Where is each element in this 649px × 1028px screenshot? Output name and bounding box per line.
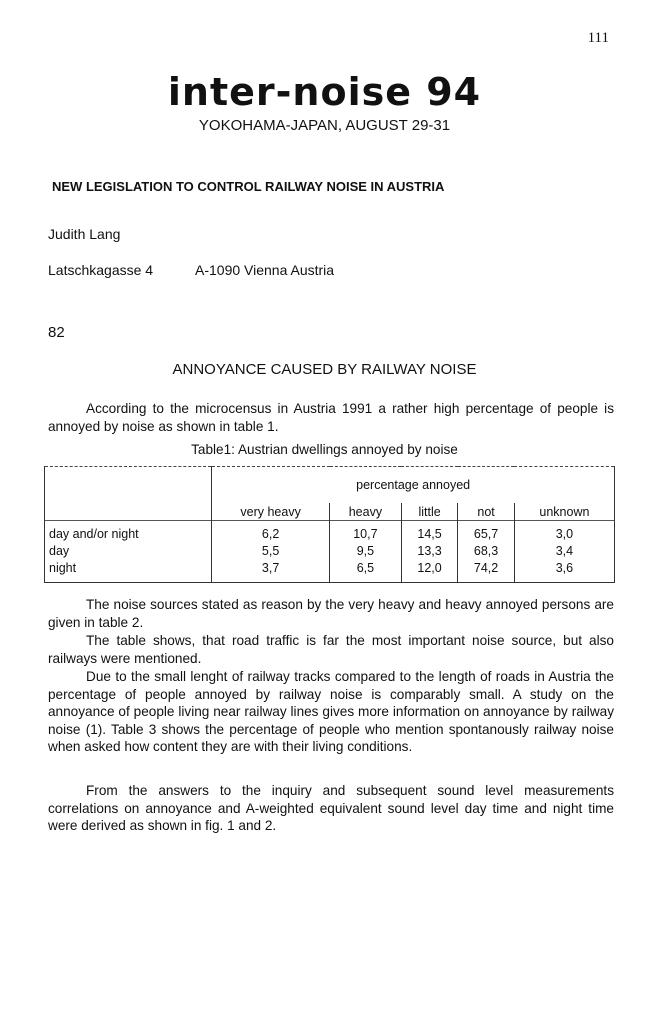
table-row: [45, 559, 615, 583]
table-caption: Table1: Austrian dwellings annoyed by noise: [191, 442, 458, 457]
conference-logo: inter-noise 94: [167, 70, 482, 114]
author-name: Judith Lang: [48, 226, 121, 242]
row-label: day and/or night: [45, 521, 212, 543]
page-number: 111: [587, 30, 609, 46]
table-cell: 9,5: [330, 542, 402, 559]
column-header: heavy: [330, 503, 402, 521]
table-cell: 6,2: [212, 521, 330, 543]
section-heading: ANNOYANCE CAUSED BY RAILWAY NOISE: [172, 361, 477, 378]
table-cell: 3,6: [514, 559, 614, 583]
column-header: unknown: [514, 503, 614, 521]
paper-title: NEW LEGISLATION TO CONTROL RAILWAY NOISE IN AUSTRIA: [52, 179, 445, 194]
column-header: little: [401, 503, 458, 521]
paper-code: 82: [48, 324, 65, 341]
table-cell: 65,7: [458, 521, 515, 543]
row-label: day: [45, 542, 212, 559]
table-group-header: percentage annoyed: [212, 467, 615, 504]
column-header: not: [458, 503, 515, 521]
row-label: night: [45, 559, 212, 583]
address-street: Latschkagasse 4: [48, 262, 154, 278]
column-header: very heavy: [212, 503, 330, 521]
address-city: A-1090 Vienna Austria: [195, 262, 335, 278]
conference-location: YOKOHAMA-JAPAN, AUGUST 29-31: [198, 117, 451, 134]
table-cell: 13,3: [401, 542, 458, 559]
table-cell: 6,5: [330, 559, 402, 583]
annoyance-table: [44, 466, 615, 583]
table-cell: 10,7: [330, 521, 402, 543]
table-cell: 12,0: [401, 559, 458, 583]
paragraph-4: Due to the small lenght of railway tracks compared to the length of roads in Austria the percentage of people annoyed by railway noise is comparably small. A study on the annoyance of people living near railway lines gives more information on annoyance by railway noise (1). Table 3 shows the percentage of people who mention spontanously railway noise when asked how content they are with their living conditions.: [48, 669, 614, 755]
table-cell: 14,5: [401, 521, 458, 543]
table-cell: 74,2: [458, 559, 515, 583]
table-cell: 3,4: [514, 542, 614, 559]
table-cell: 3,7: [212, 559, 330, 583]
paragraph-2: The noise sources stated as reason by the very heavy and heavy annoyed persons are given in table 2.: [48, 597, 614, 630]
table-cell: 3,0: [514, 521, 614, 543]
paragraph-5: From the answers to the inquiry and subsequent sound level measurements correlations on annoyance and A-weighted equivalent sound level day time and night time were derived as shown in fig. 1 and 2.: [48, 783, 614, 834]
table-cell: 5,5: [212, 542, 330, 559]
table-row: [45, 542, 615, 559]
table-row: [45, 521, 615, 543]
table-cell: 68,3: [458, 542, 515, 559]
paragraph-1: According to the microcensus in Austria 1991 a rather high percentage of people is annoyed by noise as shown in table 1.: [48, 401, 614, 434]
paragraph-3: The table shows, that road traffic is far the most important noise source, but also railways were mentioned.: [48, 633, 614, 666]
table-corner: [45, 467, 212, 521]
